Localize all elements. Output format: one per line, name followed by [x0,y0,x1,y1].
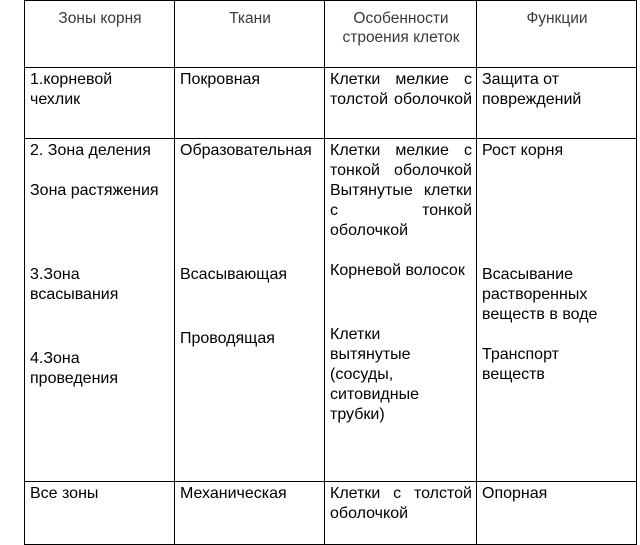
table-row [25,139,637,482]
features-root-hair: Корневой волосок [330,262,465,279]
root-zones-table [24,0,637,545]
tissue-conducting: Проводящая [180,330,275,347]
cell-tissue: Покровная [175,68,325,139]
cell-function [477,139,637,482]
cell-tissue: Механическая [175,482,325,545]
zone-division: 2. Зона деления [30,142,151,159]
function-growth: Рост корня [482,142,564,159]
tissue-educational: Образовательная [180,142,312,159]
features-elongated-thin: Вытянутые клетки с тонкой оболочкой [330,182,472,239]
cell-features [325,139,477,482]
zone-text: 1.корневой чехлик [30,71,113,108]
features-text: Клетки с толстой оболочкой [330,485,472,522]
header-zones: Зоны корня [25,1,175,68]
cell-features [325,68,477,139]
function-absorption: Всасывание растворенных веществ в воде [482,266,598,323]
header-features: Особенности строения клеток [325,1,477,68]
header-row [25,1,637,68]
header-tissues: Ткани [175,1,325,68]
cell-zone: Все зоны [25,482,175,545]
tissue-absorbing: Всасывающая [180,266,288,283]
function-transport: Транспорт веществ [482,346,559,383]
cell-zone [25,139,175,482]
zone-elongation: Зона растяжения [30,182,159,199]
features-small-thin: Клетки мелкие с тонкой оболочкой [330,142,472,179]
zone-absorption: 3.Зона всасывания [30,266,119,303]
features-text: Клетки мелкие с толстой оболочкой [330,71,472,108]
zone-conduction: 4.Зона проведения [30,350,118,387]
header-functions: Функции [477,1,637,68]
cell-tissue [175,139,325,482]
table-row [25,68,637,139]
cell-function: Защита от повреждений [477,68,637,139]
table-row [25,482,637,545]
cell-function: Опорная [477,482,637,545]
cell-zone [25,68,175,139]
cell-features [325,482,477,545]
features-vessels: Клетки вытянутые (сосуды, ситовидные трубки) [330,326,419,423]
